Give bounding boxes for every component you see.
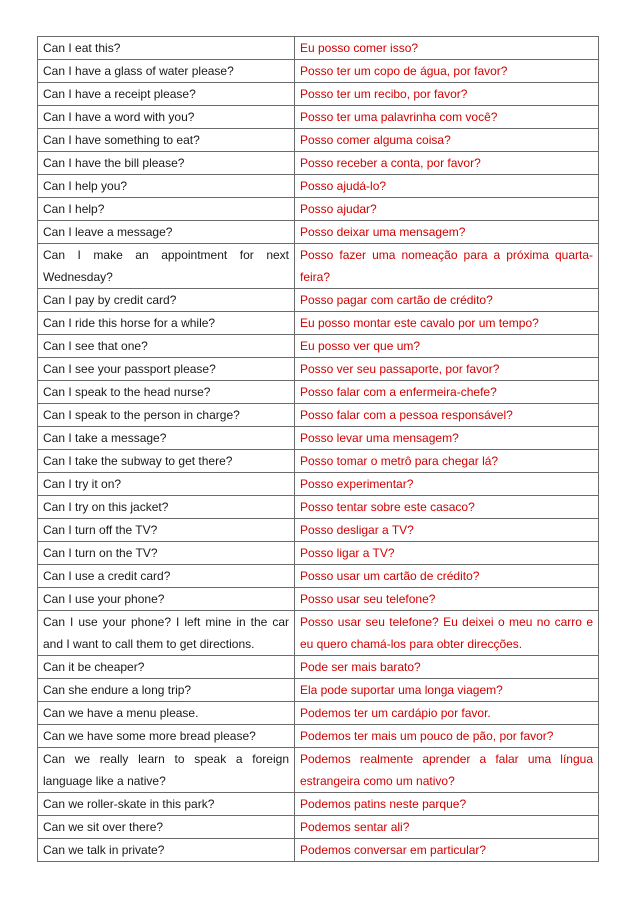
portuguese-translation-cell: Posso falar com a pessoa responsável? — [295, 404, 599, 427]
english-phrase-cell: Can I have the bill please? — [38, 152, 295, 175]
portuguese-translation-cell: Posso ligar a TV? — [295, 542, 599, 565]
portuguese-translation-cell: Posso levar uma mensagem? — [295, 427, 599, 450]
table-row — [38, 748, 599, 793]
portuguese-translation-cell: Posso comer alguma coisa? — [295, 129, 599, 152]
portuguese-translation-cell: Posso receber a conta, por favor? — [295, 152, 599, 175]
english-phrase-cell: Can I take the subway to get there? — [38, 450, 295, 473]
portuguese-translation-cell: Posso ter um copo de água, por favor? — [295, 60, 599, 83]
portuguese-translation-cell: Posso falar com a enfermeira-chefe? — [295, 381, 599, 404]
table-row — [38, 702, 599, 725]
portuguese-translation-cell: Posso tomar o metrô para chegar lá? — [295, 450, 599, 473]
portuguese-translation-cell: Posso ter uma palavrinha com você? — [295, 106, 599, 129]
table-row — [38, 679, 599, 702]
portuguese-translation-cell: Posso pagar com cartão de crédito? — [295, 289, 599, 312]
portuguese-translation-cell: Podemos realmente aprender a falar uma língua estrangeira como um nativo? — [295, 748, 599, 793]
table-row — [38, 312, 599, 335]
table-row — [38, 221, 599, 244]
english-phrase-cell: Can I try it on? — [38, 473, 295, 496]
table-row — [38, 83, 599, 106]
english-phrase-cell: Can I try on this jacket? — [38, 496, 295, 519]
english-phrase-cell: Can I use a credit card? — [38, 565, 295, 588]
english-phrase-cell: Can I eat this? — [38, 37, 295, 60]
english-phrase-cell: Can we really learn to speak a foreign language like a native? — [38, 748, 295, 793]
phrase-table — [37, 36, 599, 862]
english-phrase-cell: Can I turn off the TV? — [38, 519, 295, 542]
english-phrase-cell: Can I leave a message? — [38, 221, 295, 244]
table-row — [38, 427, 599, 450]
table-row — [38, 198, 599, 221]
portuguese-translation-cell: Eu posso ver que um? — [295, 335, 599, 358]
portuguese-translation-cell: Eu posso montar este cavalo por um tempo? — [295, 312, 599, 335]
english-phrase-cell: Can I help? — [38, 198, 295, 221]
english-phrase-cell: Can it be cheaper? — [38, 656, 295, 679]
table-row — [38, 289, 599, 312]
portuguese-translation-cell: Posso ajudá-lo? — [295, 175, 599, 198]
table-row — [38, 450, 599, 473]
portuguese-translation-cell: Posso tentar sobre este casaco? — [295, 496, 599, 519]
table-row — [38, 404, 599, 427]
table-row — [38, 335, 599, 358]
english-phrase-cell: Can I see that one? — [38, 335, 295, 358]
table-row — [38, 565, 599, 588]
portuguese-translation-cell: Posso deixar uma mensagem? — [295, 221, 599, 244]
portuguese-translation-cell: Pode ser mais barato? — [295, 656, 599, 679]
table-row — [38, 496, 599, 519]
portuguese-translation-cell: Posso ter um recibo, por favor? — [295, 83, 599, 106]
table-row — [38, 244, 599, 289]
portuguese-translation-cell: Posso ajudar? — [295, 198, 599, 221]
portuguese-translation-cell: Podemos conversar em particular? — [295, 839, 599, 862]
english-phrase-cell: Can I have a word with you? — [38, 106, 295, 129]
portuguese-translation-cell: Podemos patins neste parque? — [295, 793, 599, 816]
english-phrase-cell: Can she endure a long trip? — [38, 679, 295, 702]
portuguese-translation-cell: Podemos ter mais um pouco de pão, por favor? — [295, 725, 599, 748]
english-phrase-cell: Can I turn on the TV? — [38, 542, 295, 565]
english-phrase-cell: Can I take a message? — [38, 427, 295, 450]
table-row — [38, 542, 599, 565]
english-phrase-cell: Can I use your phone? — [38, 588, 295, 611]
phrase-table-body — [38, 37, 599, 862]
english-phrase-cell: Can we have a menu please. — [38, 702, 295, 725]
table-row — [38, 152, 599, 175]
portuguese-translation-cell: Posso usar um cartão de crédito? — [295, 565, 599, 588]
table-row — [38, 519, 599, 542]
english-phrase-cell: Can I help you? — [38, 175, 295, 198]
portuguese-translation-cell: Posso desligar a TV? — [295, 519, 599, 542]
table-row — [38, 60, 599, 83]
table-row — [38, 381, 599, 404]
table-row — [38, 725, 599, 748]
english-phrase-cell: Can we roller-skate in this park? — [38, 793, 295, 816]
portuguese-translation-cell: Podemos ter um cardápio por favor. — [295, 702, 599, 725]
english-phrase-cell: Can we have some more bread please? — [38, 725, 295, 748]
table-row — [38, 588, 599, 611]
portuguese-translation-cell: Posso usar seu telefone? — [295, 588, 599, 611]
table-row — [38, 106, 599, 129]
english-phrase-cell: Can we sit over there? — [38, 816, 295, 839]
english-phrase-cell: Can I have something to eat? — [38, 129, 295, 152]
english-phrase-cell: Can I pay by credit card? — [38, 289, 295, 312]
english-phrase-cell: Can I speak to the person in charge? — [38, 404, 295, 427]
portuguese-translation-cell: Posso ver seu passaporte, por favor? — [295, 358, 599, 381]
portuguese-translation-cell: Eu posso comer isso? — [295, 37, 599, 60]
table-row — [38, 816, 599, 839]
table-row — [38, 839, 599, 862]
table-row — [38, 656, 599, 679]
portuguese-translation-cell: Ela pode suportar uma longa viagem? — [295, 679, 599, 702]
table-row — [38, 37, 599, 60]
english-phrase-cell: Can I make an appointment for next Wednesday? — [38, 244, 295, 289]
english-phrase-cell: Can I speak to the head nurse? — [38, 381, 295, 404]
english-phrase-cell: Can I have a glass of water please? — [38, 60, 295, 83]
english-phrase-cell: Can I use your phone? I left mine in the car and I want to call them to get directions. — [38, 611, 295, 656]
table-row — [38, 175, 599, 198]
table-row — [38, 473, 599, 496]
portuguese-translation-cell: Posso usar seu telefone? Eu deixei o meu no carro e eu quero chamá-los para obter direcções. — [295, 611, 599, 656]
english-phrase-cell: Can I have a receipt please? — [38, 83, 295, 106]
table-row — [38, 358, 599, 381]
portuguese-translation-cell: Posso experimentar? — [295, 473, 599, 496]
english-phrase-cell: Can I ride this horse for a while? — [38, 312, 295, 335]
table-row — [38, 611, 599, 656]
portuguese-translation-cell: Posso fazer uma nomeação para a próxima quarta-feira? — [295, 244, 599, 289]
table-row — [38, 793, 599, 816]
table-row — [38, 129, 599, 152]
portuguese-translation-cell: Podemos sentar ali? — [295, 816, 599, 839]
english-phrase-cell: Can we talk in private? — [38, 839, 295, 862]
english-phrase-cell: Can I see your passport please? — [38, 358, 295, 381]
